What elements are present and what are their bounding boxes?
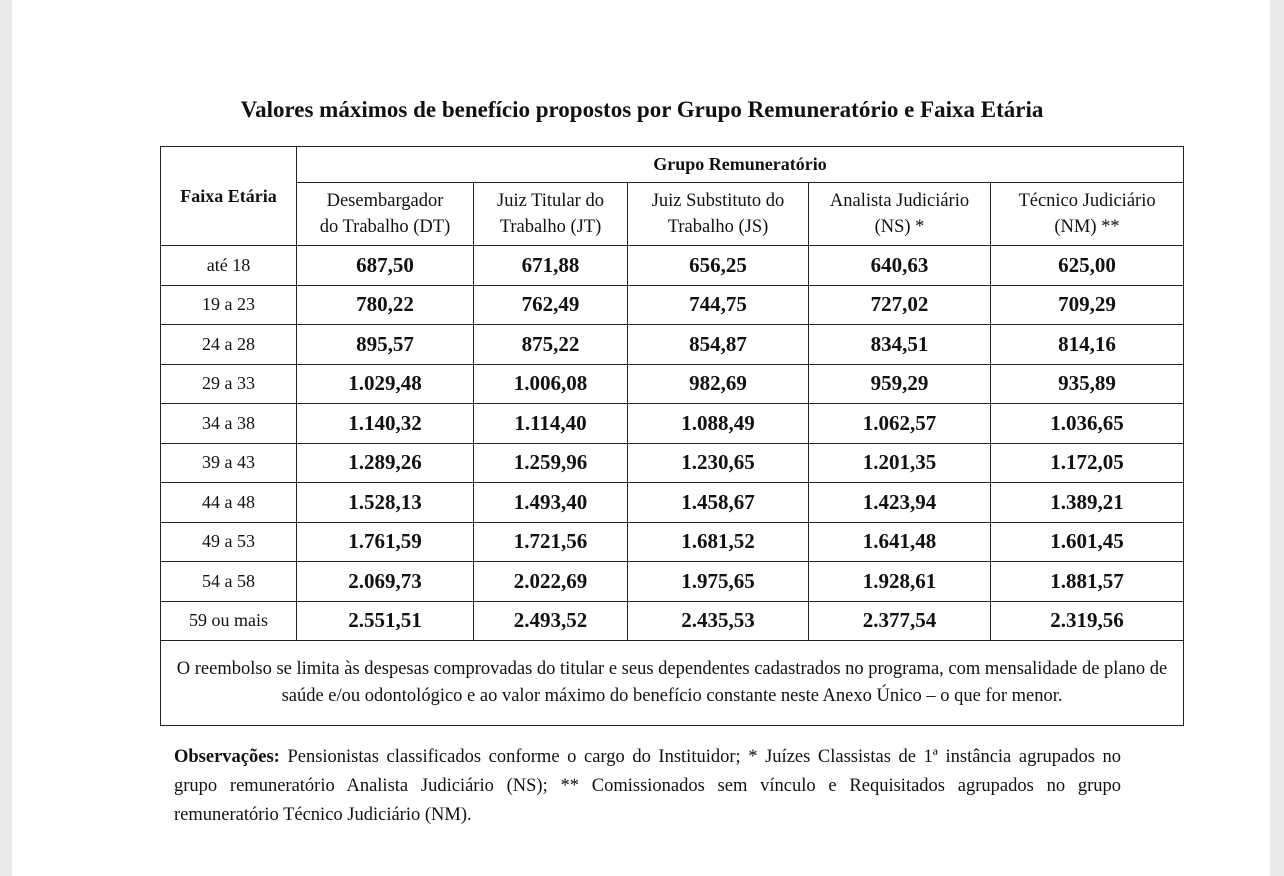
table-row [161,404,1184,444]
value-cell: 2.022,69 [474,562,628,602]
age-range-cell: 49 a 53 [161,522,297,562]
value-cell: 1.528,13 [297,483,474,523]
value-cell: 1.641,48 [809,522,991,562]
age-range-cell: 19 a 23 [161,285,297,325]
table-row [161,483,1184,523]
value-cell: 1.140,32 [297,404,474,444]
table-row [161,246,1184,286]
age-range-cell: 34 a 38 [161,404,297,444]
value-cell: 854,87 [628,325,809,365]
observations [174,743,1121,830]
value-cell: 2.377,54 [809,601,991,641]
value-cell: 982,69 [628,364,809,404]
value-cell: 895,57 [297,325,474,365]
value-cell: 1.975,65 [628,562,809,602]
value-cell: 1.289,26 [297,443,474,483]
column-header [297,183,474,246]
value-cell: 1.881,57 [991,562,1184,602]
table-row [161,601,1184,641]
column-header-line: Analista Judiciário [829,191,970,211]
column-header-line: Trabalho (JS) [667,217,769,237]
value-cell: 656,25 [628,246,809,286]
column-header [809,183,991,246]
value-cell: 875,22 [474,325,628,365]
column-header-line: Juiz Substituto do [651,191,785,211]
age-range-cell: até 18 [161,246,297,286]
age-range-header: Faixa Etária [161,147,297,246]
value-cell: 1.259,96 [474,443,628,483]
value-cell: 1.172,05 [991,443,1184,483]
column-header-row [161,183,1184,246]
value-cell: 959,29 [809,364,991,404]
value-cell: 2.319,56 [991,601,1184,641]
table-row [161,325,1184,365]
value-cell: 834,51 [809,325,991,365]
value-cell: 1.458,67 [628,483,809,523]
table-row [161,522,1184,562]
value-cell: 1.721,56 [474,522,628,562]
value-cell: 1.230,65 [628,443,809,483]
value-cell: 1.493,40 [474,483,628,523]
value-cell: 1.681,52 [628,522,809,562]
value-cell: 1.006,08 [474,364,628,404]
value-cell: 1.928,61 [809,562,991,602]
value-cell: 625,00 [991,246,1184,286]
column-header-line: (NS) * [874,217,925,237]
value-cell: 1.029,48 [297,364,474,404]
value-cell: 762,49 [474,285,628,325]
value-cell: 727,02 [809,285,991,325]
value-cell: 1.201,35 [809,443,991,483]
table-body [161,246,1184,641]
age-range-cell: 44 a 48 [161,483,297,523]
group-header: Grupo Remuneratório [297,147,1184,183]
age-range-cell: 59 ou mais [161,601,297,641]
reimbursement-note: O reembolso se limita às despesas comprovadas do titular e seus dependentes cadastrados no programa, com mensalidade de plano de saúde e/ou odontológico e ao valor máximo do benefício constante neste Anexo Único – o que for menor. [161,641,1184,726]
value-cell: 1.761,59 [297,522,474,562]
value-cell: 1.601,45 [991,522,1184,562]
age-range-cell: 24 a 28 [161,325,297,365]
table-row [161,562,1184,602]
age-range-cell: 39 a 43 [161,443,297,483]
table-row [161,285,1184,325]
column-header-line: (NM) ** [1054,217,1120,237]
value-cell: 687,50 [297,246,474,286]
value-cell: 1.423,94 [809,483,991,523]
column-header-line: do Trabalho (DT) [319,217,451,237]
value-cell: 671,88 [474,246,628,286]
value-cell: 640,63 [809,246,991,286]
value-cell: 1.036,65 [991,404,1184,444]
table-row [161,364,1184,404]
value-cell: 2.551,51 [297,601,474,641]
value-cell: 2.435,53 [628,601,809,641]
age-range-cell: 29 a 33 [161,364,297,404]
column-header-line: Técnico Judiciário [1018,191,1156,211]
value-cell: 780,22 [297,285,474,325]
column-header [474,183,628,246]
value-cell: 2.493,52 [474,601,628,641]
document-title: Valores máximos de benefício propostos por Grupo Remuneratório e Faixa Etária [240,97,1044,122]
column-header-line: Desembargador [326,191,444,211]
value-cell: 1.088,49 [628,404,809,444]
observations-label: Observações: [174,747,280,767]
value-cell: 814,16 [991,325,1184,365]
age-range-cell: 54 a 58 [161,562,297,602]
value-cell: 935,89 [991,364,1184,404]
observations-text: Pensionistas classificados conforme o cargo do Instituidor; * Juízes Classistas de 1ª instância agrupados no grupo remuneratório Analista Judiciário (NS); ** Comissionados sem vínculo e Requisitados agrupados no grupo remuneratório Técnico Judiciário (NM). [174,747,1121,825]
benefit-table [160,146,1184,726]
value-cell: 1.114,40 [474,404,628,444]
column-header [991,183,1184,246]
column-header-line: Trabalho (JT) [499,217,602,237]
table-row [161,443,1184,483]
value-cell: 709,29 [991,285,1184,325]
value-cell: 1.062,57 [809,404,991,444]
column-header-line: Juiz Titular do [497,191,604,211]
value-cell: 1.389,21 [991,483,1184,523]
value-cell: 2.069,73 [297,562,474,602]
column-header [628,183,809,246]
value-cell: 744,75 [628,285,809,325]
